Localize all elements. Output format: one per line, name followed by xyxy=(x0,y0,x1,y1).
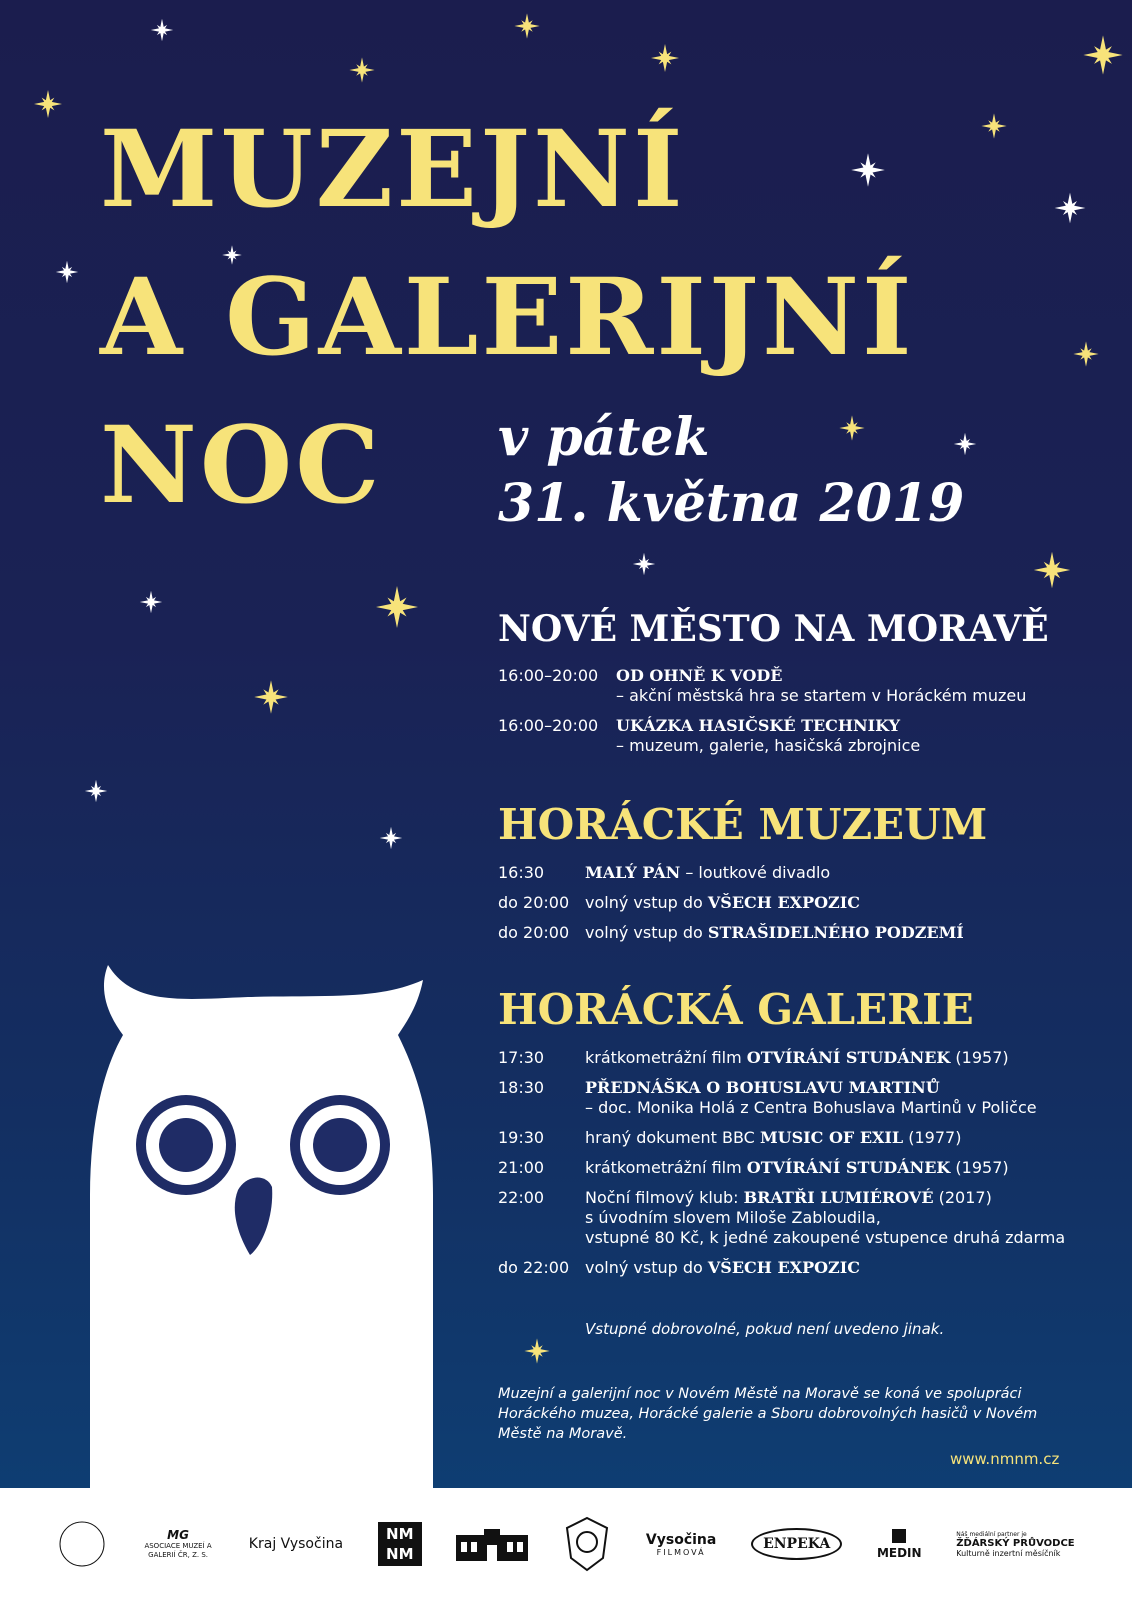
section-title: HORÁCKÉ MUZEUM xyxy=(498,800,988,849)
event-time: 16:30 xyxy=(498,863,545,882)
title-line-2: A GALERIJNÍ xyxy=(100,254,915,379)
star-icon xyxy=(1055,193,1086,224)
fire-brigade-emblem[interactable] xyxy=(563,1516,611,1572)
nmnm-logo[interactable]: NM NM xyxy=(378,1522,422,1566)
star-icon xyxy=(56,261,78,283)
section-horacka-galerie xyxy=(498,985,1098,1278)
event-pre: volný vstup do xyxy=(585,923,708,942)
emblem-icon xyxy=(563,1516,611,1572)
event-detail: – muzeum, galerie, hasičská zbrojnice xyxy=(616,736,921,755)
section-horacke-muzeum xyxy=(498,800,1098,943)
cooperation-text: Muzejní a galerijní noc v Novém Městě na Moravě se koná ve spolupráci Horáckého muzea, Horácké galerie a Sboru dobrovolných hasičů v Novém Městě na Moravě. xyxy=(498,1386,1038,1442)
event-time: 18:30 xyxy=(498,1078,545,1097)
event-row xyxy=(498,1158,1098,1178)
star-icon xyxy=(1073,341,1098,366)
event-post: (1957) xyxy=(950,1158,1009,1177)
amg-logo[interactable]: MG ASOCIACE MUZEÍ A GALERIÍ ČR, Z. S. xyxy=(144,1528,212,1559)
star-icon xyxy=(151,19,173,41)
title-line-1: MUZEJNÍ xyxy=(100,106,686,231)
event-row xyxy=(498,1188,1098,1248)
event-time: 22:00 xyxy=(498,1188,545,1207)
event-name: MUSIC OF EXIL xyxy=(759,1128,904,1147)
owl-eye-left-pupil xyxy=(159,1118,213,1172)
star-icon xyxy=(514,13,539,38)
museum-building-logo[interactable] xyxy=(456,1527,528,1561)
star-icon xyxy=(376,586,418,628)
event-time: 16:00–20:00 xyxy=(498,716,599,735)
event-time: 21:00 xyxy=(498,1158,545,1177)
event-detail: s úvodním slovem Miloše Zabloudila, xyxy=(585,1208,881,1227)
event-row xyxy=(498,1128,1098,1148)
section-title: NOVÉ MĚSTO NA MORAVĚ xyxy=(498,608,1049,650)
event-name: PŘEDNÁŠKA O BOHUSLAVU MARTINŮ xyxy=(585,1078,940,1097)
event-time: do 22:00 xyxy=(498,1258,570,1277)
event-pre: Noční filmový klub: xyxy=(585,1188,744,1207)
event-pre: volný vstup do xyxy=(585,1258,708,1277)
section-nove-mesto xyxy=(498,608,1098,756)
event-post: (2017) xyxy=(933,1188,992,1207)
date-line-1: v pátek xyxy=(498,407,710,468)
owl-eye-right-pupil xyxy=(313,1118,367,1172)
event-pre: krátkometrážní film xyxy=(585,1048,747,1067)
event-time: 17:30 xyxy=(498,1048,545,1067)
event-row xyxy=(498,863,1098,883)
event-name: OTVÍRÁNÍ STUDÁNEK xyxy=(746,1048,951,1067)
event-pre: krátkometrážní film xyxy=(585,1158,747,1177)
date-line-2: 31. května 2019 xyxy=(498,473,965,534)
star-icon xyxy=(651,44,679,72)
event-time: 16:00–20:00 xyxy=(498,666,599,685)
vysocina-filmova-logo[interactable]: Vysočina FILMOVÁ xyxy=(645,1531,717,1557)
star-icon xyxy=(254,680,288,714)
event-name: BRATŘI LUMIÉROVÉ xyxy=(743,1188,934,1207)
event-row xyxy=(498,666,1098,706)
section-title: HORÁCKÁ GALERIE xyxy=(498,985,974,1034)
building-icon xyxy=(456,1527,528,1561)
enpeka-logo[interactable]: ENPEKA xyxy=(751,1528,842,1560)
medin-logo[interactable]: MEDIN xyxy=(877,1529,922,1560)
event-pre: hraný dokument BBC xyxy=(585,1128,760,1147)
event-name: STRAŠIDELNÉHO PODZEMÍ xyxy=(707,923,964,942)
event-name: UKÁZKA HASIČSKÉ TECHNIKY xyxy=(616,716,901,735)
admission-note: Vstupné dobrovolné, pokud není uvedeno jinak. xyxy=(585,1320,945,1338)
star-icon xyxy=(349,57,374,82)
event-name: VŠECH EXPOZIC xyxy=(707,893,860,912)
star-icon xyxy=(981,113,1006,138)
event-name: OTVÍRÁNÍ STUDÁNEK xyxy=(746,1158,951,1177)
event-row xyxy=(498,1258,1098,1278)
star-icon xyxy=(85,780,107,802)
star-icon xyxy=(380,827,402,849)
event-detail-2: vstupné 80 Kč, k jedné zakoupené vstupence druhá zdarma xyxy=(585,1228,1066,1247)
event-post: – loutkové divadlo xyxy=(680,863,831,882)
owl-illustration xyxy=(78,965,448,1490)
event-post: (1957) xyxy=(950,1048,1009,1067)
crescent-icon xyxy=(57,1519,107,1569)
event-row xyxy=(498,893,1098,913)
event-pre: volný vstup do xyxy=(585,893,708,912)
star-icon xyxy=(34,90,62,118)
star-icon xyxy=(633,553,655,575)
zdarsky-pruvodce-logo[interactable]: Náš mediální partner je ŽĎÁRSKÝ PRŮVODCE Kulturně inzertní měsíčník xyxy=(956,1530,1075,1558)
star-icon xyxy=(1083,35,1122,74)
event-name: OD OHNĚ K VODĚ xyxy=(616,666,783,685)
star-icon xyxy=(524,1338,549,1363)
star-icon xyxy=(1034,552,1070,588)
event-detail: – doc. Monika Holá z Centra Bohuslava Martinů v Poličce xyxy=(585,1098,1037,1117)
event-post: (1977) xyxy=(903,1128,962,1147)
event-row xyxy=(498,716,1098,756)
website-link[interactable]: www.nmnm.cz xyxy=(950,1450,1060,1468)
event-name: MALÝ PÁN xyxy=(585,863,681,882)
event-name: VŠECH EXPOZIC xyxy=(707,1258,860,1277)
title-line-3: NOC xyxy=(100,402,383,527)
medin-cross-icon xyxy=(892,1529,906,1543)
event-time: 19:30 xyxy=(498,1128,545,1147)
star-icon xyxy=(140,591,162,613)
event-date xyxy=(498,405,964,537)
festival-logo[interactable] xyxy=(57,1519,107,1569)
event-row xyxy=(498,1078,1098,1118)
footer-logos xyxy=(0,1488,1132,1600)
event-detail: – akční městská hra se startem v Horáckém muzeu xyxy=(616,686,1027,705)
event-row xyxy=(498,1048,1098,1068)
event-time: do 20:00 xyxy=(498,923,570,942)
kraj-vysocina-logo[interactable]: Kraj Vysočina xyxy=(248,1536,344,1552)
event-time: do 20:00 xyxy=(498,893,570,912)
event-row xyxy=(498,923,1098,943)
